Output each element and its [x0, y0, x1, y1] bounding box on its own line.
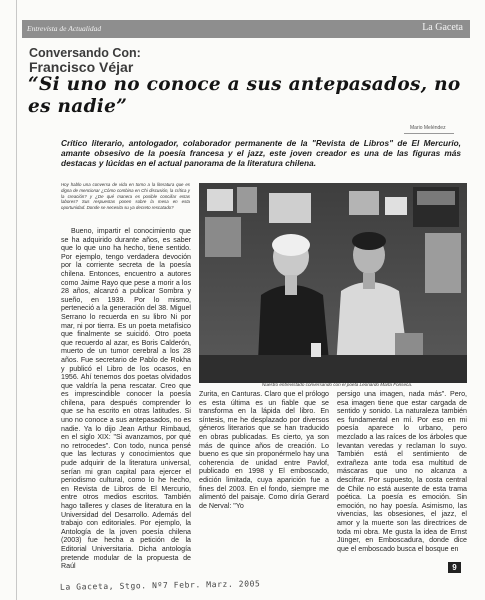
article-kicker: Conversando Con:	[29, 46, 141, 60]
intro-question: Hoy hablo una conversa de vida en torno a la literatura que es digna de mencionar ¿Cómo combina en Chi discusión, la crítica y la creación? y ¿De qué manera es posible conciliar estas labores? Sus respuestas ponen sobre la mesa en esta oportunidad. Donde se necesita su ya decreto rescatado?	[61, 182, 190, 211]
interview-photo	[199, 183, 467, 383]
handwritten-source-note: La Gaceta, Stgo. Nº7 Febr. Marz. 2005	[59, 579, 261, 592]
photo-caption: Nuestro entrevistado conversando con el poeta Leonardo Marta Fonseca.	[262, 382, 413, 387]
section-label: Entrevista de Actualidad	[27, 24, 102, 33]
page-number: 9	[448, 562, 461, 573]
photo-illustration	[199, 183, 467, 383]
byline: Mario Meléndez	[410, 125, 446, 131]
body-column-3: persigo una imagen, nada más". Pero, esa imagen tiene que estar cargada de sentido y sonido. La naturaleza también es fundamental en mí. Por eso en mi poesía aparece lo urbano, pero mezclado a las raíces de los árboles que levantan veredas y reclaman lo suyo. También está el sentimiento de extrañeza ante toda esa multitud de máscaras que uno no alcanza a descifrar. Por supuesto, la costa central de Chile no está ausente de esta trama poética. La poesía es emoción. Sin emoción, no hay poesía. Asimismo, las vivencias, las obsesiones, el jazz, el amor y la muerte son las directrices de toda mi obra. Me gusta la idea de Ernst Jünger, en Emboscadura, donde dice que el emboscado busca el bosque en	[337, 390, 467, 553]
body-column-1: Bueno, impartir el conocimiento que se ha adquirido durante años, es saber que lo que uno ha hecho, tiene sentido. Por ejemplo, tengo verdadera devoción por la corriente secreta de la poesía chilena. Entonces, encuentro a autores como Jaime Rayo que pese a morir a los 28 años, alcanzó a publicar Sombra y sueño, en 1939. Por lo mismo, perteneció a la generación del 38. Miguel Serrano lo recuerda en su libro Ni por mar, ni por tierra. Es un poeta metafísico que finalmente se suicidó. Otro poeta que recuerdo al azar, es Boris Calderón, muerto de un tumor cerebral a los 28 años. Fue secretario de Pablo de Rokha y publicó el Libro de los ocasos, en 1956. Ahí tenemos dos poetas olvidados que valdría la pena rescatar. Creo que es imprescindible conocer la poesía chilena, para después comprender lo que se ha escrito en otras latitudes. Si uno no conoce a sus antepasados, no es nadie. Ya lo dijo Jean Arthur Rimbaud, en el siglo XIX: "Si avanzamos, por qué no retrocedes". Con todo, nunca pensé que las lecturas y conocimientos que pude adquirir de la literatura universal, serían mi gran capital para ejercer el periodismo cultural, como lo he hecho, en Revista de Libros de El Mercurio, entre otros medios escritos. También hago talleres y clases de literatura en la Universidad del Desarrollo. Además del trabajo con editoriales. Por ejemplo, la Antología de la joven poesía chilena (2003) fue hecha a petición de la Editorial Universitaria. Dicha antología pretende modular de la propuesta de Raúl	[61, 227, 191, 571]
interviewee-name: Francisco Véjar	[29, 59, 134, 75]
lead-paragraph: Crítico literario, antologador, colaborador permanente de la "Revista de Libros" de El Mercurio, amante obsesivo de la poesía francesa y el jazz, este joven creador es una de las figuras más destacas y lúcidas en el actual panorama de la literatura chilena.	[61, 138, 461, 169]
body-column-2: Zurita, en Canturas. Claro que el prólogo es esta última es un fiable que se transforma en la lápida del libro. En síntesis, me he desplazado por diversos géneros literarios que se han traducido en obras publicadas. Es cierto, ya son más de quince años de creación. Lo bueno es que sin proponérmelo hay una coherencia de unidad entre Pavlof, publicado en 1998 y El emboscado, edición limitada, cuya aparición fue a fines del 2003. En el fondo, siempre me alimentó del paisaje. Como diría Gerard de Nerval: "Yo	[199, 390, 329, 510]
headline: “Si uno no conoce a sus antepasados, no es nadie”	[28, 74, 461, 117]
byline-rule	[404, 133, 454, 134]
scan-edge-line	[16, 0, 17, 600]
publication-name: La Gaceta	[422, 22, 463, 33]
